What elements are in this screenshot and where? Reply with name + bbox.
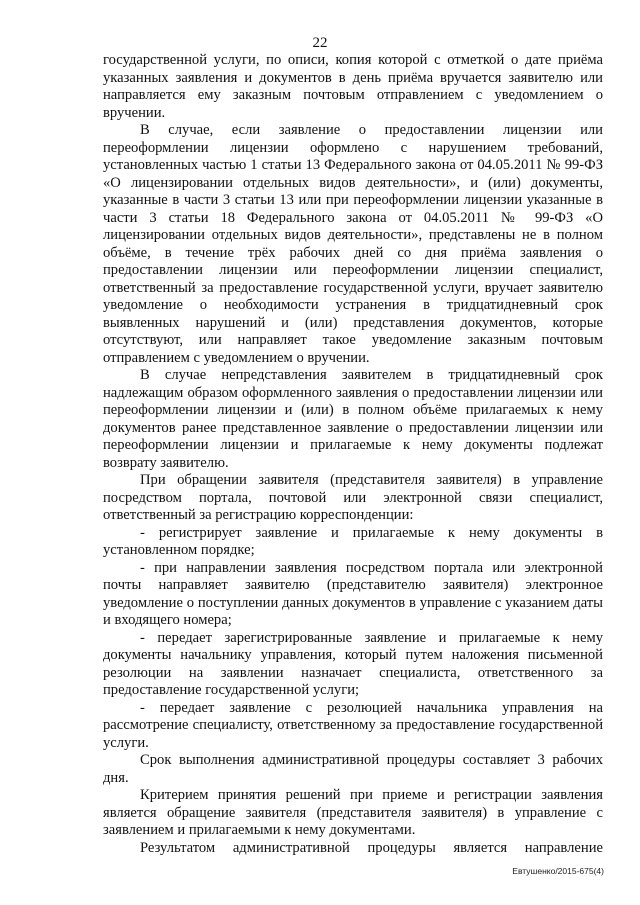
paragraph-registration-intro: При обращении заявителя (представителя заявителя) в управление посредством портала, почтовой или электронной связи специалист, ответственный за регистрацию корреспонденции:: [103, 472, 603, 523]
list-item-pass-to-specialist: - передает заявление с резолюцией начальника управления на рассмотрение специалисту, ответственному за предоставление государственной услуги.: [103, 699, 603, 751]
footer-code: Евтушенко/2015-675(4): [512, 866, 604, 876]
paragraph-return-documents: В случае непредставления заявителем в тридцатидневный срок надлежащим образом оформленного заявления о предоставлении лицензии или переоформлении лицензии и (или) в полном объёме прилагаемых к нему документов ранее представленное заявление о предоставлении лицензии или переоформлении лицензии и прилагаемые к нему документы подлежат возврату заявителю.: [103, 367, 603, 471]
document-body: [103, 52, 603, 857]
paragraph-result: Результатом административной процедуры является направление: [140, 839, 603, 856]
list-item-notify: - при направлении заявления посредством портала или электронной почты направляет заявителю (представителю заявителя) электронное уведомление о поступлении данных документов в управление с указанием даты и входящего номера;: [103, 559, 603, 628]
list-item-register: - регистрирует заявление и прилагаемые к нему документы в установленном порядке;: [103, 524, 603, 558]
paragraph-criterion: Критерием принятия решений при приеме и регистрации заявления является обращение заявителя (представителя заявителя) в управление с заявлением и прилагаемыми к нему документами.: [103, 787, 603, 838]
paragraph-continuation: государственной услуги, по описи, копия которой с отметкой о дате приёма указанных заявления и документов в день приёма вручается заявителю или направляется ему заказным почтовым отправлением с уведомлением о вручении.: [103, 52, 603, 121]
list-item-pass-to-head: - передает зарегистрированные заявление и прилагаемые к нему документы начальнику управления, который путем наложения письменной резолюции на заявлении назначает специалиста, ответственного за предоставление государственной услуги;: [103, 629, 603, 698]
page-number: 22: [312, 35, 328, 51]
paragraph-deadline: Срок выполнения административной процедуры составляет 3 рабочих дня.: [103, 752, 603, 786]
paragraph-license-violation: В случае, если заявление о предоставлении лицензии или переоформлении лицензии оформлено с нарушением требований, установленных частью 1 статьи 13 Федерального закона от 04.05.2011 № 99-ФЗ «О лицензировании отдельных видов деятельности», и (или) документы, указанные в части 3 статьи 13 или при переоформлении лицензии указанные в части 3 статьи 18 Федерального закона от 04.05.2011 № 99-ФЗ «О лицензировании отдельных видов деятельности», представлены не в полном объёме, в течение трёх рабочих дней со дня приёма заявления о предоставлении лицензии или переоформлении лицензии специалист, ответственный за предоставление государственной услуги, вручает заявителю уведомление о необходимости устранения в тридцатидневный срок выявленных нарушений и (или) представления документов, которые отсутствуют, или направляет такое уведомление заказным почтовым отправлением с уведомлением о вручении.: [103, 122, 603, 366]
